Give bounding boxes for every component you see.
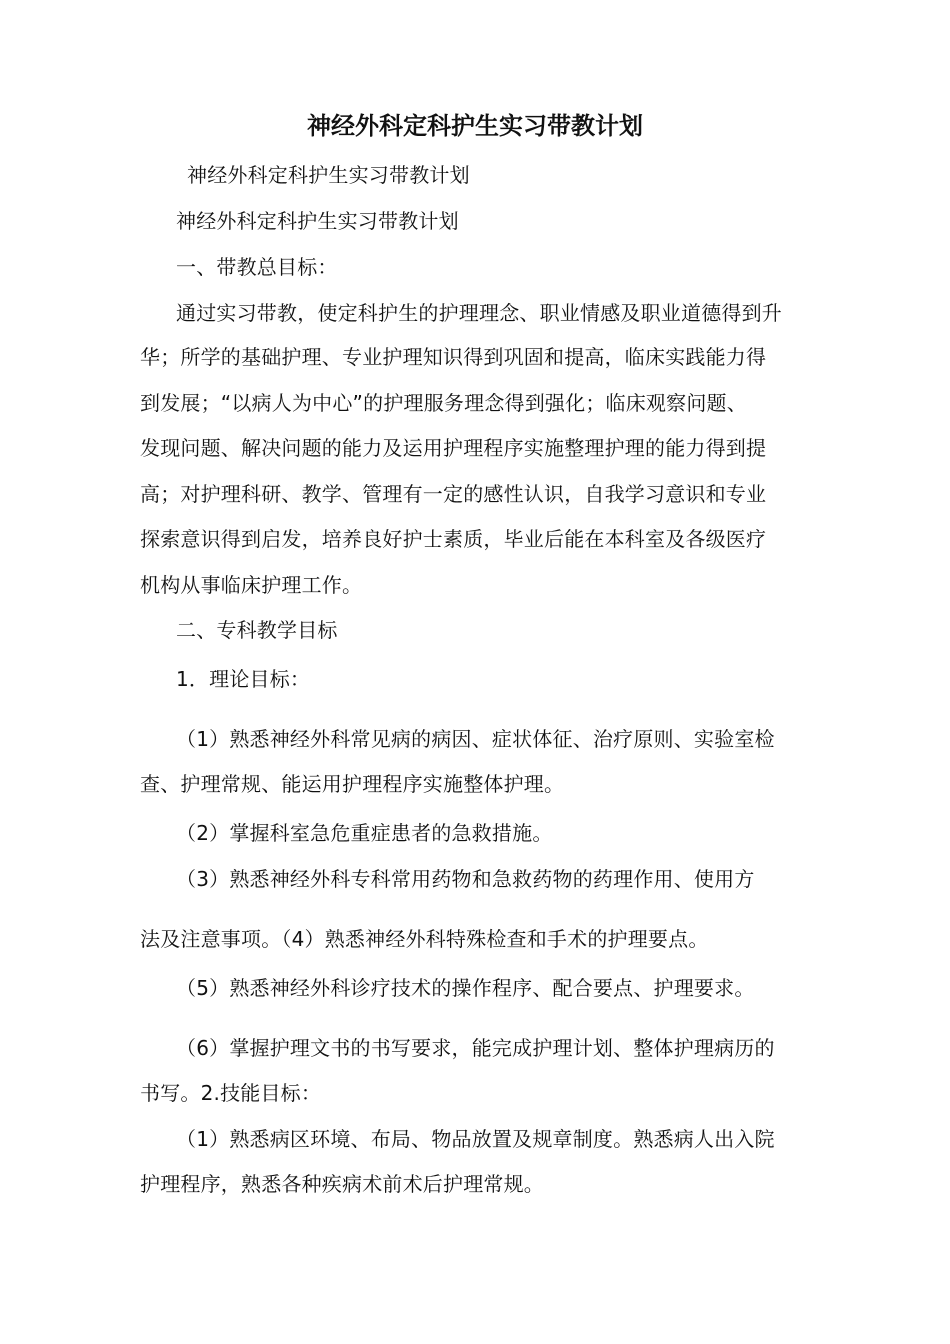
section-1-line: 探索意识得到启发，培养良好护士素质，毕业后能在本科室及各级医疗 <box>140 527 767 551</box>
skill-item-1-cont: 护理程序，熟悉各种疾病术前术后护理常规。 <box>140 1172 544 1196</box>
theory-item-3: （3）熟悉神经外科专科常用药物和急救药物的药理作用、使用方 <box>176 867 755 891</box>
subtitle-1: 神经外科定科护生实习带教计划 <box>187 163 470 187</box>
document-title: 神经外科定科护生实习带教计划 <box>307 112 643 140</box>
section-1-line: 华；所学的基础护理、专业护理知识得到巩固和提高，临床实践能力得 <box>140 345 767 369</box>
theory-item-3-cont: 法及注意事项。（4）熟悉神经外科特殊检查和手术的护理要点。 <box>140 927 709 951</box>
section-2-heading: 二、专科教学目标 <box>176 618 338 642</box>
section-1-line: 发现问题、解决问题的能力及运用护理程序实施整理护理的能力得到提 <box>140 436 767 460</box>
section-1-line: 机构从事临床护理工作。 <box>140 573 363 597</box>
theory-item-6: （6）掌握护理文书的书写要求，能完成护理计划、整体护理病历的 <box>176 1036 775 1060</box>
theory-item-1-cont: 查、护理常规、能运用护理程序实施整体护理。 <box>140 772 565 796</box>
subtitle-2: 神经外科定科护生实习带教计划 <box>176 209 459 233</box>
theory-item-1: （1）熟悉神经外科常见病的病因、症状体征、治疗原则、实验室检 <box>176 727 775 751</box>
theory-heading: 1．理论目标： <box>176 667 311 691</box>
section-1-heading: 一、带教总目标： <box>176 255 338 279</box>
theory-item-6-cont: 书写。2.技能目标： <box>140 1081 322 1105</box>
section-1-line: 到发展；“以病人为中心”的护理服务理念得到强化；临床观察问题、 <box>140 391 747 415</box>
theory-item-2: （2）掌握科室急危重症患者的急救措施。 <box>176 821 553 845</box>
skill-item-1: （1）熟悉病区环境、布局、物品放置及规章制度。熟悉病人出入院 <box>176 1127 775 1151</box>
theory-item-5: （5）熟悉神经外科诊疗技术的操作程序、配合要点、护理要求。 <box>176 976 755 1000</box>
section-1-line: 高；对护理科研、教学、管理有一定的感性认识，自我学习意识和专业 <box>140 482 767 506</box>
section-1-line: 通过实习带教，使定科护生的护理理念、职业情感及职业道德得到升 <box>176 301 782 325</box>
